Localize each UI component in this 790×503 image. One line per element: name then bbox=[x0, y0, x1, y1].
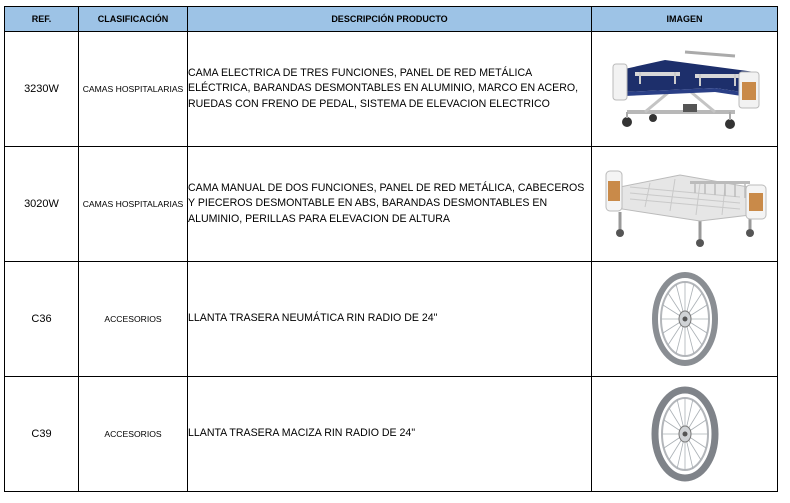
image-cell bbox=[592, 262, 778, 377]
description-cell: CAMA ELECTRICA DE TRES FUNCIONES, PANEL DE RED METÁLICA ELÉCTRICA, BARANDAS DESMONTABLES EN ALUMINIO, MARCO EN ACERO, RUEDAS CON FRENO DE PEDAL, SISTEMA DE ELEVACION ELECTRICO bbox=[188, 32, 592, 147]
image-cell bbox=[592, 377, 778, 492]
image-cell bbox=[592, 32, 778, 147]
classification-cell: CAMAS HOSPITALARIAS bbox=[79, 32, 188, 147]
header-description: DESCRIPCIÓN PRODUCTO bbox=[188, 7, 592, 32]
manual-hospital-bed-image bbox=[600, 157, 770, 252]
image-cell bbox=[592, 147, 778, 262]
description-cell: LLANTA TRASERA NEUMÁTICA RIN RADIO DE 24" bbox=[188, 262, 592, 377]
ref-cell: 3020W bbox=[5, 147, 79, 262]
ref-cell: C36 bbox=[5, 262, 79, 377]
table-row bbox=[5, 32, 778, 147]
solid-rear-wheel-image bbox=[650, 386, 720, 482]
classification-cell: ACCESORIOS bbox=[79, 262, 188, 377]
table-header-row bbox=[5, 7, 778, 32]
electric-hospital-bed-image bbox=[605, 42, 765, 137]
ref-cell: 3230W bbox=[5, 32, 79, 147]
description-cell: LLANTA TRASERA MACIZA RIN RADIO DE 24" bbox=[188, 377, 592, 492]
table-row bbox=[5, 147, 778, 262]
description-cell: CAMA MANUAL DE DOS FUNCIONES, PANEL DE RED METÁLICA, CABECEROS Y PIECEROS DESMONTABLE EN ABS, BARANDAS DESMONTABLES EN ALUMINIO, PERILLAS PARA ELEVACION DE ALTURA bbox=[188, 147, 592, 262]
classification-cell: CAMAS HOSPITALARIAS bbox=[79, 147, 188, 262]
header-classification: CLASIFICACIÓN bbox=[79, 7, 188, 32]
product-catalog-table bbox=[4, 6, 778, 492]
header-ref: REF. bbox=[5, 7, 79, 32]
ref-cell: C39 bbox=[5, 377, 79, 492]
classification-cell: ACCESORIOS bbox=[79, 377, 188, 492]
table-row bbox=[5, 377, 778, 492]
pneumatic-rear-wheel-image bbox=[650, 271, 720, 367]
header-image: IMAGEN bbox=[592, 7, 778, 32]
table-row bbox=[5, 262, 778, 377]
